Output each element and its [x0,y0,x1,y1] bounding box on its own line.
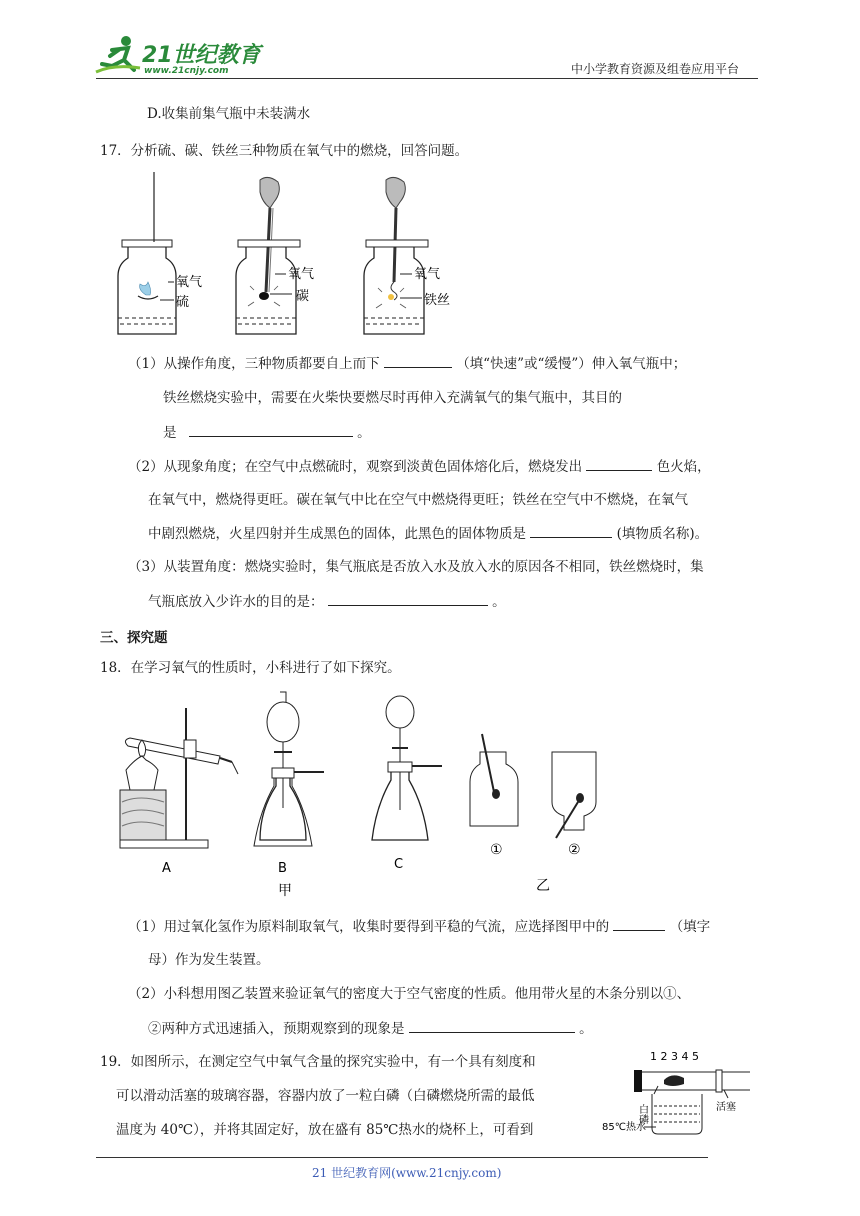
jar-2 [552,752,596,838]
q18-p2-line2 [148,1018,593,1039]
label-a: A [162,861,171,876]
q17-p2-b: 色火焰， [656,459,711,475]
runner-logo-icon [94,34,146,76]
q18-p1-line1 [128,916,710,937]
q18-p2-b: ②两种方式迅速插入，预期观察到的现象是 [148,1021,405,1037]
label-c: C [394,857,404,872]
q17-p1-line3 [163,422,371,443]
q17-blank-1[interactable] [384,353,452,368]
q17-blank-3[interactable] [586,456,652,471]
q19-water: 85℃热水 [602,1122,646,1133]
label-carbon: 碳 [296,289,310,304]
q19-line1: 19．如图所示，在测定空气中氧气含量的探究实验中，有一个具有刻度和 [100,1054,536,1070]
q17-p3-a: （3）从装置角度：燃烧实验时，集气瓶底是否放入水及放入水的原因各不相同，铁丝燃烧时，集 [128,559,704,575]
q17-p2-e: (填物质名称)。 [616,526,709,542]
apparatus-b [254,692,324,846]
logo-url: www.21cnjy.com [144,66,229,76]
platform-title: 中小学教育资源及组卷应用平台 [571,62,740,76]
q18-figure [110,690,630,900]
jar-iron [364,177,428,334]
q17-blank-4[interactable] [530,523,612,538]
q16-option-d: D.收集前集气瓶中未装满水 [147,106,311,122]
q19-figure [600,1050,760,1146]
jar-sulfur [118,172,176,334]
q17-p1-d: 是 [163,425,177,441]
label-b: B [278,861,287,876]
q17-p2-a: （2）从现象角度；在空气中点燃硫时，观察到淡黄色固体熔化后，燃烧发出 [128,459,583,475]
q18-stem: 18．在学习氧气的性质时，小科进行了如下探究。 [100,660,401,676]
label-oxygen-2: 氧气 [288,267,315,282]
apparatus-c [372,696,442,840]
label-n1: ① [490,842,503,858]
header-logo [94,34,264,78]
jar-1 [470,734,518,826]
q17-p2-d: 中剧烈燃烧，火星四射并生成黑色的固体，此黑色的固体物质是 [148,526,526,542]
q17-p2-line3 [148,523,708,544]
label-iron: 铁丝 [424,293,451,308]
q18-p2-c: 。 [579,1021,593,1037]
label-oxygen-1: 氧气 [176,275,203,290]
section-title: 三、探究题 [100,630,168,646]
q17-blank-5[interactable] [328,591,488,606]
label-n2: ② [568,842,581,858]
q18-p1-a: （1）用过氧化氢作为原料制取氧气，收集时要得到平稳的气流，应选择图甲中的 [128,919,610,935]
footer-divider [96,1157,708,1158]
q19-line3: 温度为 40℃），并将其固定好，放在盛有 85℃热水的烧杯上，可看到 [116,1122,534,1138]
q18-p1-c: 母）作为发生装置。 [148,952,270,968]
label-yi: 乙 [536,878,550,894]
logo-text: 21世纪教育 [142,43,261,68]
q19-piston: 活塞 [716,1102,736,1113]
apparatus-a [120,708,238,848]
footer-text: 21 世纪教育网(www.21cnjy.com) [312,1166,502,1180]
label-sulfur: 硫 [176,295,190,310]
q19-line2: 可以滑动活塞的玻璃容器，容器内放了一粒白磷（白磷燃烧所需的最低 [116,1088,535,1104]
q18-p1-b: （填字 [669,919,711,935]
q17-p3-c: 。 [492,594,506,610]
label-oxygen-3: 氧气 [414,267,441,282]
q17-p3-line2 [148,591,506,612]
q17-figure [110,172,490,342]
q19-phosphorus: 白磷 [636,1104,648,1124]
q17-p1-a: （1）从操作角度，三种物质都要自上而下 [128,356,380,372]
jar-carbon [236,177,300,334]
q17-p1-e: 。 [357,425,371,441]
q18-p2-a: （2）小科想用图乙装置来验证氧气的密度大于空气密度的性质。他用带火星的木条分别以①、 [128,986,691,1002]
q17-p1-b: （填“快速”或“缓慢”）伸入氧气瓶中； [456,356,687,372]
q18-blank-1[interactable] [613,916,665,931]
q17-p3-b: 气瓶底放入少许水的目的是： [148,594,324,610]
q17-stem: 17．分析硫、碳、铁丝三种物质在氧气中的燃烧，回答问题。 [100,143,469,159]
label-jia: 甲 [278,883,292,899]
q17-p1-line1 [128,353,686,374]
q17-p2-line1 [128,456,711,477]
header-divider [96,78,758,79]
q19-scale: 1 2 3 4 5 [650,1050,699,1063]
q17-p1-c: 铁丝燃烧实验中，需要在火柴快要燃尽时再伸入充满氧气的集气瓶中，其目的 [163,390,622,406]
q17-p2-c: 在氧气中，燃烧得更旺。碳在氧气中比在空气中燃烧得更旺；铁丝在空气中不燃烧，在氧气 [148,492,688,508]
q18-blank-2[interactable] [409,1018,575,1033]
q17-blank-2[interactable] [189,422,353,437]
